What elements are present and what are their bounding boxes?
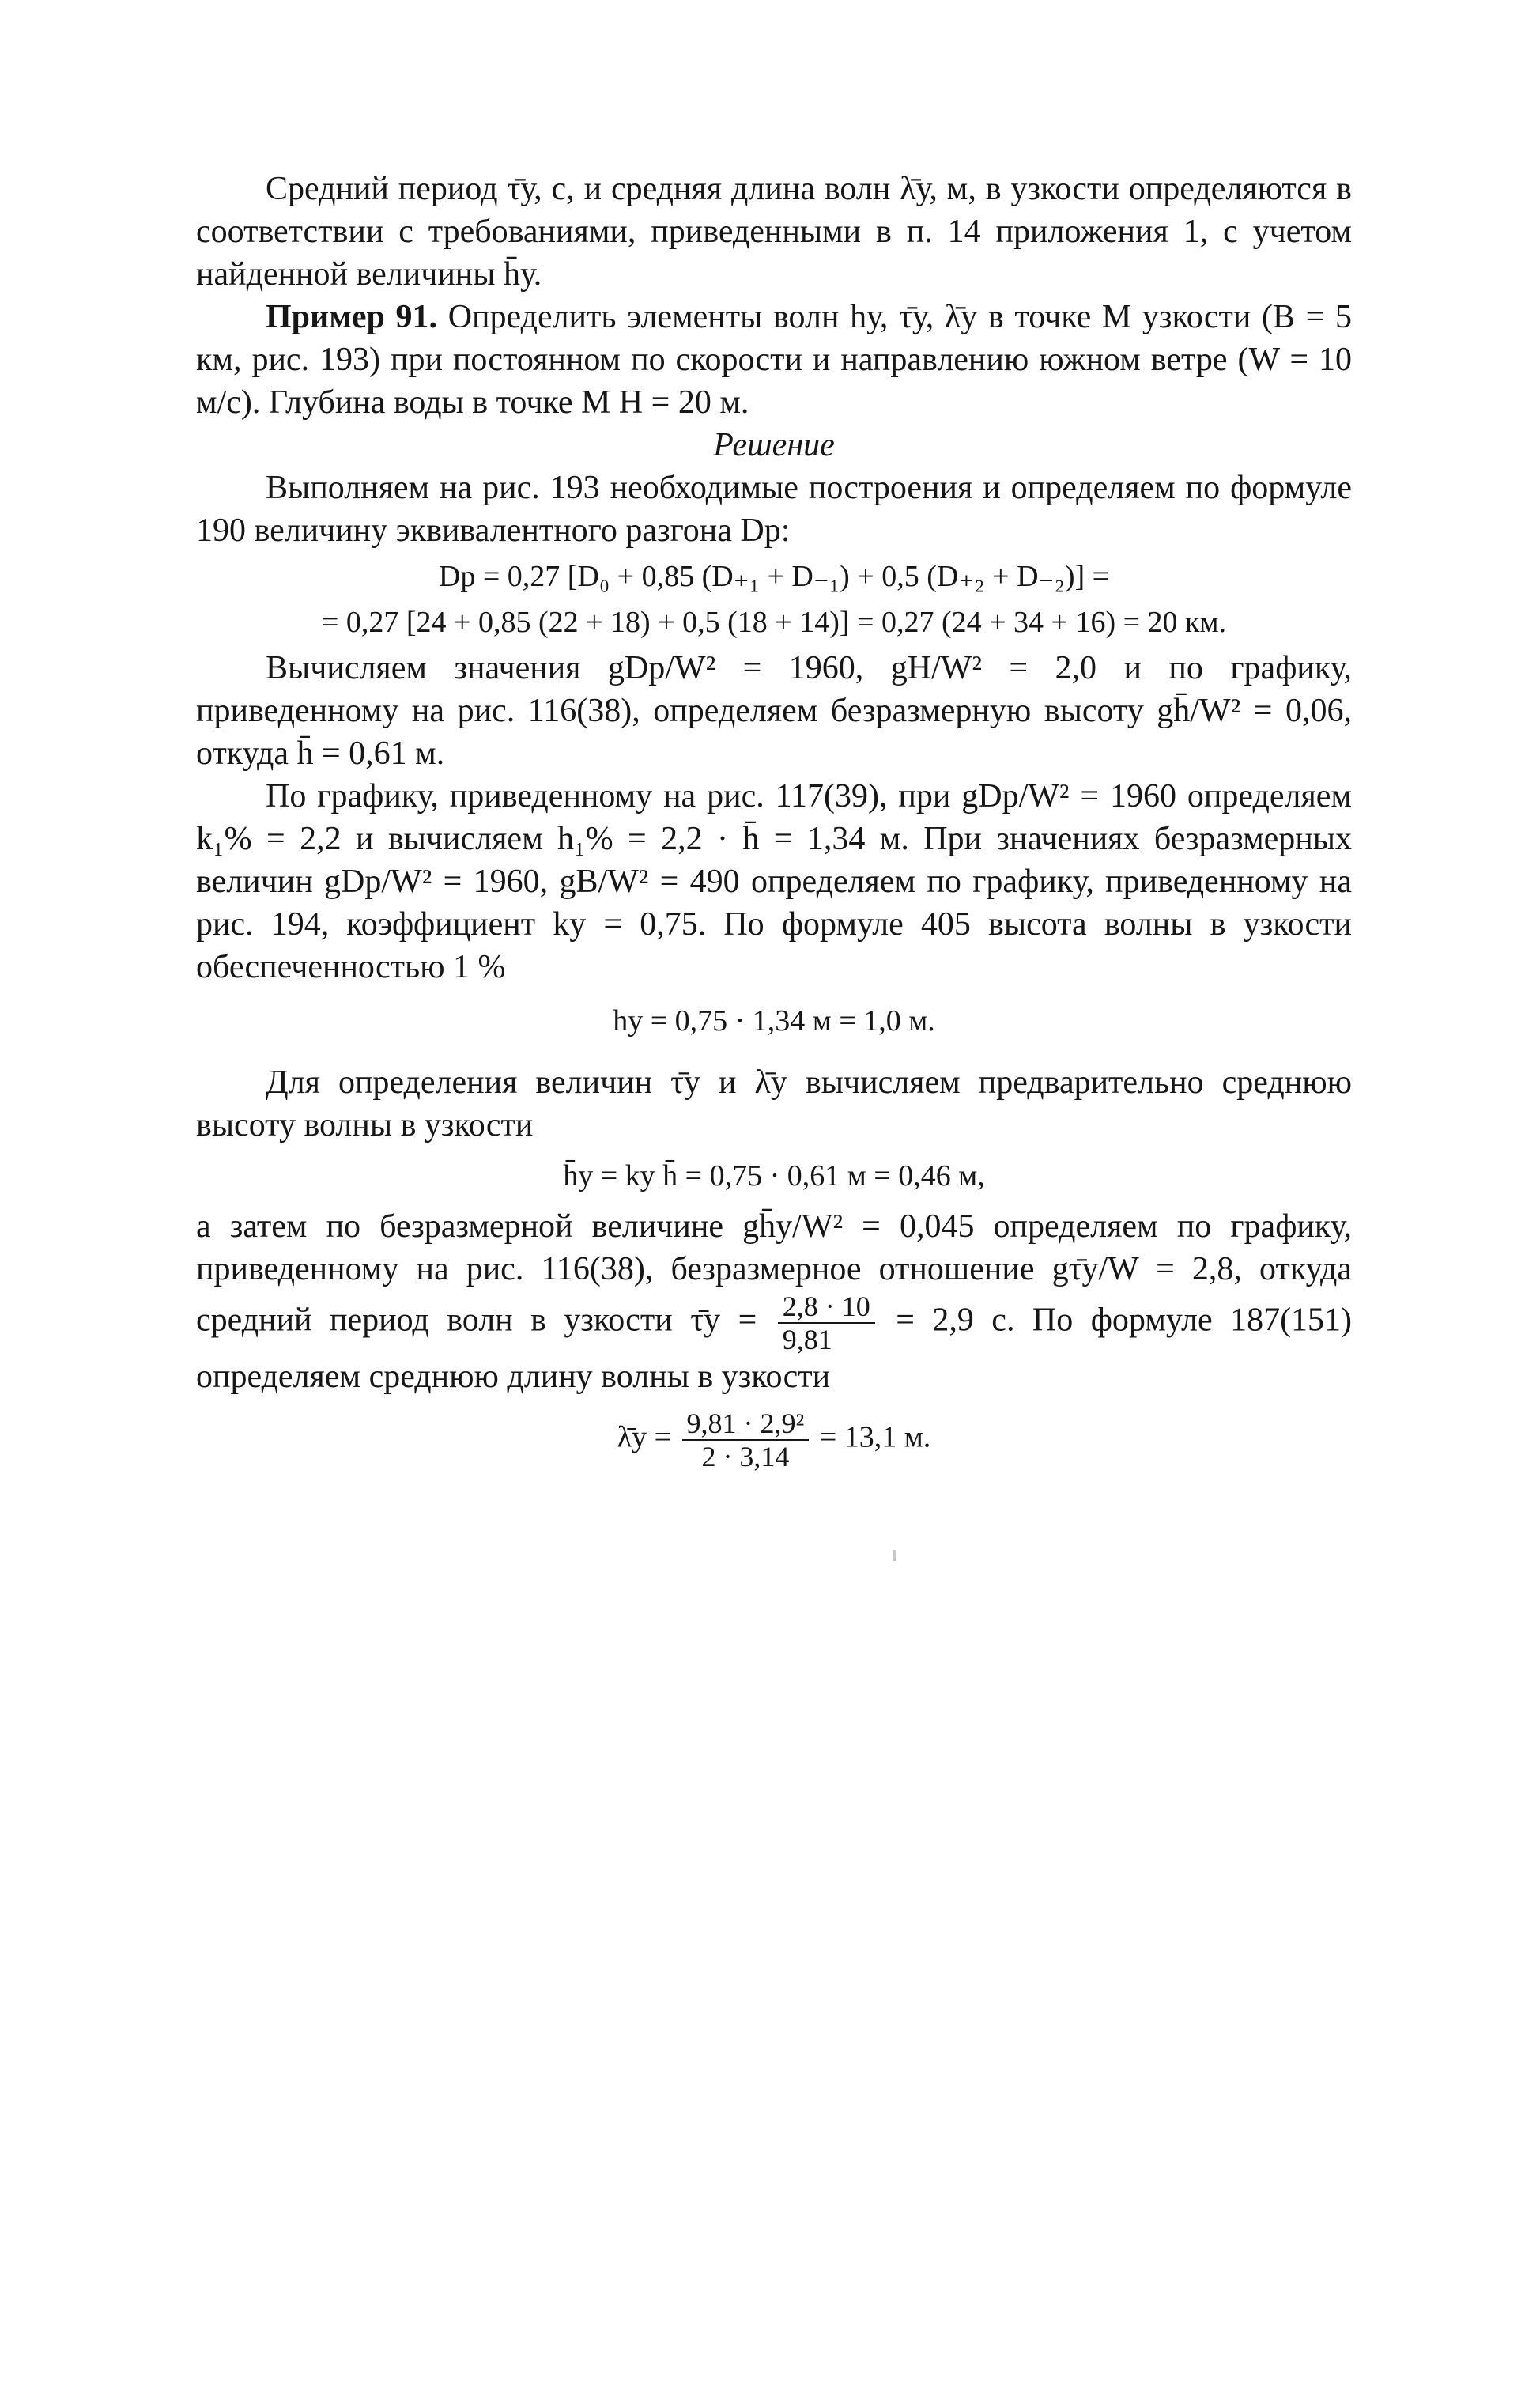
formula-equivalent-fetch: Dр = 0,27 [D₀ + 0,85 (D₊₁ + D₋₁) + 0,5 (D₊₂ + D₋₂)] = bbox=[438, 560, 1110, 593]
formula-wave-height: hу = 0,75 · 1,34 м = 1,0 м. bbox=[613, 1004, 935, 1037]
paragraph-mean-height-intro: Для определения величин τ̄у и λ̄у вычисляем предварительно среднюю высоту волны в узкости bbox=[196, 1064, 1352, 1143]
formula-mean-wavelength bbox=[196, 1408, 1352, 1472]
paragraph-coefficient: По графику, приведенному на рис. 117(39), при gDр/W² = 1960 определяем k₁% = 2,2 и вычисляем h₁% = 2,2 · h̄ = 1,34 м. При значениях безразмерных величин gDр/W² = 1960, gB/W² = 490 определяем по графику, приведенному на рис. 194, коэффициент kу = 0,75. По формуле 405 высота волны в узкости обеспеченностью 1 % bbox=[196, 778, 1352, 985]
wavelength-numerator: 9,81 · 2,9² bbox=[682, 1408, 810, 1441]
wavelength-suffix: = 13,1 м. bbox=[819, 1420, 931, 1454]
example-text: Определить элементы волн hу, τ̄у, λ̄у в точке M узкости (B = 5 км, рис. 193) при постоянном по скорости и направлению южном ветре (W = 10 м/с). Глубина воды в точке M H = 20 м. bbox=[196, 299, 1352, 421]
mean-period-prefix: τ̄у = bbox=[690, 1302, 757, 1339]
mean-period-suffix: = 2,9 с. По формуле 187(151) определяем среднюю длину волны в узкости bbox=[196, 1302, 1353, 1395]
mean-period-denominator: 9,81 bbox=[782, 1324, 832, 1355]
example-label: Пример 91. bbox=[266, 299, 438, 335]
formula-equivalent-fetch-result: = 0,27 [24 + 0,85 (22 + 18) + 0,5 (18 + 14)] = 0,27 (24 + 34 + 16) = 20 км. bbox=[321, 606, 1227, 639]
wavelength-prefix: λ̄у = bbox=[617, 1420, 672, 1454]
scan-speck bbox=[893, 1550, 896, 1561]
formula-mean-height: h̄у = kу h̄ = 0,75 · 0,61 м = 0,46 м, bbox=[563, 1159, 985, 1192]
paragraph-wave-period-intro: Средний период τ̄у, с, и средняя длина волн λ̄у, м, в узкости определяются в соответствии с требованиями, приведенными в п. 14 приложения 1, с учетом найденной величины h̄у. bbox=[196, 171, 1352, 293]
paragraph-dimensionless-height: Вычисляем значения gDр/W² = 1960, gH/W² = 2,0 и по графику, приведенному на рис. 116(38), определяем безразмерную высоту gh̄/W² = 0,06, откуда h̄ = 0,61 м. bbox=[196, 650, 1352, 772]
mean-period-text: а затем по безразмерной величине gh̄у/W² = 0,045 определяем по графику, приведенному на рис. 116(38), безразмерное отношение gτ̄у/W = 2,8, откуда средний период волн в узкости bbox=[196, 1208, 1352, 1339]
mean-period-numerator: 2,8 · 10 bbox=[778, 1291, 875, 1324]
wavelength-fraction bbox=[682, 1408, 810, 1472]
paragraph-construction: Выполняем на рис. 193 необходимые построения и определяем по формуле 190 величину эквивалентного разгона Dр: bbox=[196, 470, 1352, 549]
text-block bbox=[196, 168, 1352, 1476]
wavelength-denominator: 2 · 3,14 bbox=[701, 1441, 790, 1472]
paragraph-mean-period bbox=[196, 1205, 1352, 1398]
example-91-paragraph bbox=[196, 296, 1352, 424]
solution-heading: Решение bbox=[713, 427, 835, 463]
mean-period-fraction bbox=[778, 1291, 875, 1355]
